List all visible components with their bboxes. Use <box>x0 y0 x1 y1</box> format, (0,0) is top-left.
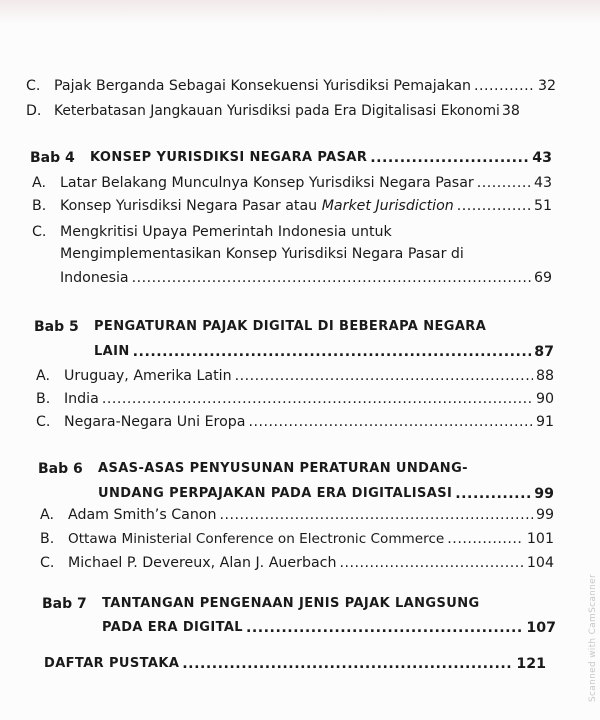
scanner-watermark: Scanned with CamScanner <box>588 574 598 702</box>
toc-entry-bab4-c-line3[interactable] <box>60 268 552 288</box>
entry-page-number: 32 <box>537 78 556 94</box>
dot-leader <box>235 366 533 386</box>
chapter-title: PADA ERA DIGITAL <box>102 620 243 635</box>
entry-title: Michael P. Devereux, Alan J. Auerbach <box>68 555 337 571</box>
entry-title: Ottawa Ministerial Conference on Electronic Commerce <box>68 531 445 547</box>
toc-entry-bab4-c-line2: Mengimplementasikan Konsep Yurisdiksi Negara Pasar di <box>60 246 464 262</box>
dot-leader <box>246 618 523 638</box>
entry-page-number: 121 <box>516 656 546 672</box>
dot-leader <box>457 196 531 216</box>
chapter-label: Bab 6 <box>38 461 83 477</box>
chapter-page-number: 87 <box>534 344 554 360</box>
entry-letter: B. <box>32 198 47 214</box>
dot-leader <box>477 173 531 193</box>
dot-leader <box>219 505 532 525</box>
page-top-edge <box>0 0 600 24</box>
entry-letter: C. <box>40 555 55 571</box>
toc-entry-bab4-b[interactable] <box>32 196 552 216</box>
toc-entry-bab5-a[interactable] <box>36 366 554 386</box>
toc-entry-bab6-c[interactable] <box>40 553 554 573</box>
chapter-title: KONSEP YURISDIKSI NEGARA PASAR <box>90 150 368 165</box>
chapter-heading-bab-5[interactable] <box>34 317 554 337</box>
entry-page-number: 38 <box>501 103 520 119</box>
entry-title: India <box>64 391 99 407</box>
entry-letter: C. <box>36 414 51 430</box>
entry-page-number: 90 <box>535 391 554 407</box>
entry-title: Negara-Negara Uni Eropa <box>64 414 246 430</box>
chapter-title: PENGATURAN PAJAK DIGITAL DI BEBERAPA NEGARA <box>94 319 487 334</box>
entry-page-number: 88 <box>535 368 554 384</box>
entry-title: Uruguay, Amerika Latin <box>64 368 232 384</box>
toc-entry-d-keterbatasan[interactable] <box>26 101 556 121</box>
chapter-title: TANTANGAN PENGENAAN JENIS PAJAK LANGSUNG <box>102 596 480 611</box>
dot-leader <box>182 654 513 674</box>
entry-letter: C. <box>32 224 47 240</box>
entry-page-number: 99 <box>535 507 554 523</box>
toc-entry-c-pajak-berganda[interactable] <box>26 76 556 96</box>
entry-letter: D. <box>26 103 42 119</box>
dot-leader <box>474 76 535 96</box>
dot-leader <box>455 484 531 504</box>
entry-title: Keterbatasan Jangkauan Yurisdiksi pada Era Digitalisasi Ekonomi <box>54 103 500 119</box>
entry-page-number: 69 <box>533 270 552 286</box>
entry-letter: B. <box>40 531 55 547</box>
entry-title-italic: Market Jurisdiction <box>321 198 454 214</box>
toc-entry-bab6-b[interactable] <box>40 529 554 549</box>
chapter-page-number: 107 <box>526 620 556 636</box>
entry-letter: B. <box>36 391 51 407</box>
dot-leader <box>370 148 529 168</box>
chapter-heading-bab-5-line2[interactable] <box>94 342 554 362</box>
entry-title: Konsep Yurisdiksi Negara Pasar atau <box>60 198 322 214</box>
dot-leader <box>102 389 533 409</box>
entry-letter: A. <box>32 175 46 191</box>
chapter-heading-bab-4[interactable] <box>30 148 552 168</box>
toc-entry-bab4-a[interactable] <box>32 173 552 193</box>
toc-entry-bab5-c[interactable] <box>36 412 554 432</box>
entry-title: Latar Belakang Munculnya Konsep Yurisdiksi Negara Pasar <box>60 175 474 191</box>
entry-page-number: 43 <box>533 175 552 191</box>
chapter-title: ASAS-ASAS PENYUSUNAN PERATURAN UNDANG- <box>98 461 468 476</box>
chapter-title: LAIN <box>94 344 130 359</box>
dot-leader <box>447 529 524 549</box>
toc-entry-bab5-b[interactable] <box>36 389 554 409</box>
toc-entry-daftar-pustaka[interactable] <box>44 654 546 674</box>
entry-title: Pajak Berganda Sebagai Konsekuensi Yurisdiksi Pemajakan <box>54 78 472 94</box>
toc-entry-bab4-c-line1[interactable] <box>32 222 552 242</box>
dot-leader <box>132 268 531 288</box>
dot-leader <box>248 412 532 432</box>
chapter-page-number: 43 <box>532 150 552 166</box>
chapter-heading-bab-6[interactable] <box>38 459 554 479</box>
entry-letter: A. <box>36 368 50 384</box>
entry-title: Mengkritisi Upaya Pemerintah Indonesia untuk <box>60 224 392 240</box>
chapter-heading-bab-7-line2[interactable] <box>102 618 556 638</box>
chapter-title: UNDANG PERPAJAKAN PADA ERA DIGITALISASI <box>98 486 453 501</box>
entry-page-number: 101 <box>526 531 554 547</box>
entry-page-number: 91 <box>535 414 554 430</box>
chapter-label: Bab 7 <box>42 596 87 612</box>
entry-page-number: 104 <box>526 555 554 571</box>
chapter-label: Bab 4 <box>30 150 75 166</box>
entry-page-number: 51 <box>533 198 552 214</box>
dot-leader <box>339 553 523 573</box>
entry-title: DAFTAR PUSTAKA <box>44 656 180 671</box>
chapter-heading-bab-6-line2[interactable] <box>98 484 554 504</box>
entry-title: Adam Smith’s Canon <box>68 507 217 523</box>
entry-letter: C. <box>26 78 41 94</box>
entry-letter: A. <box>40 507 54 523</box>
toc-entry-bab6-a[interactable] <box>40 505 554 525</box>
entry-title: Indonesia <box>60 270 129 286</box>
dot-leader <box>133 342 532 362</box>
chapter-heading-bab-7[interactable] <box>42 594 556 614</box>
chapter-label: Bab 5 <box>34 319 79 335</box>
chapter-page-number: 99 <box>534 486 554 502</box>
